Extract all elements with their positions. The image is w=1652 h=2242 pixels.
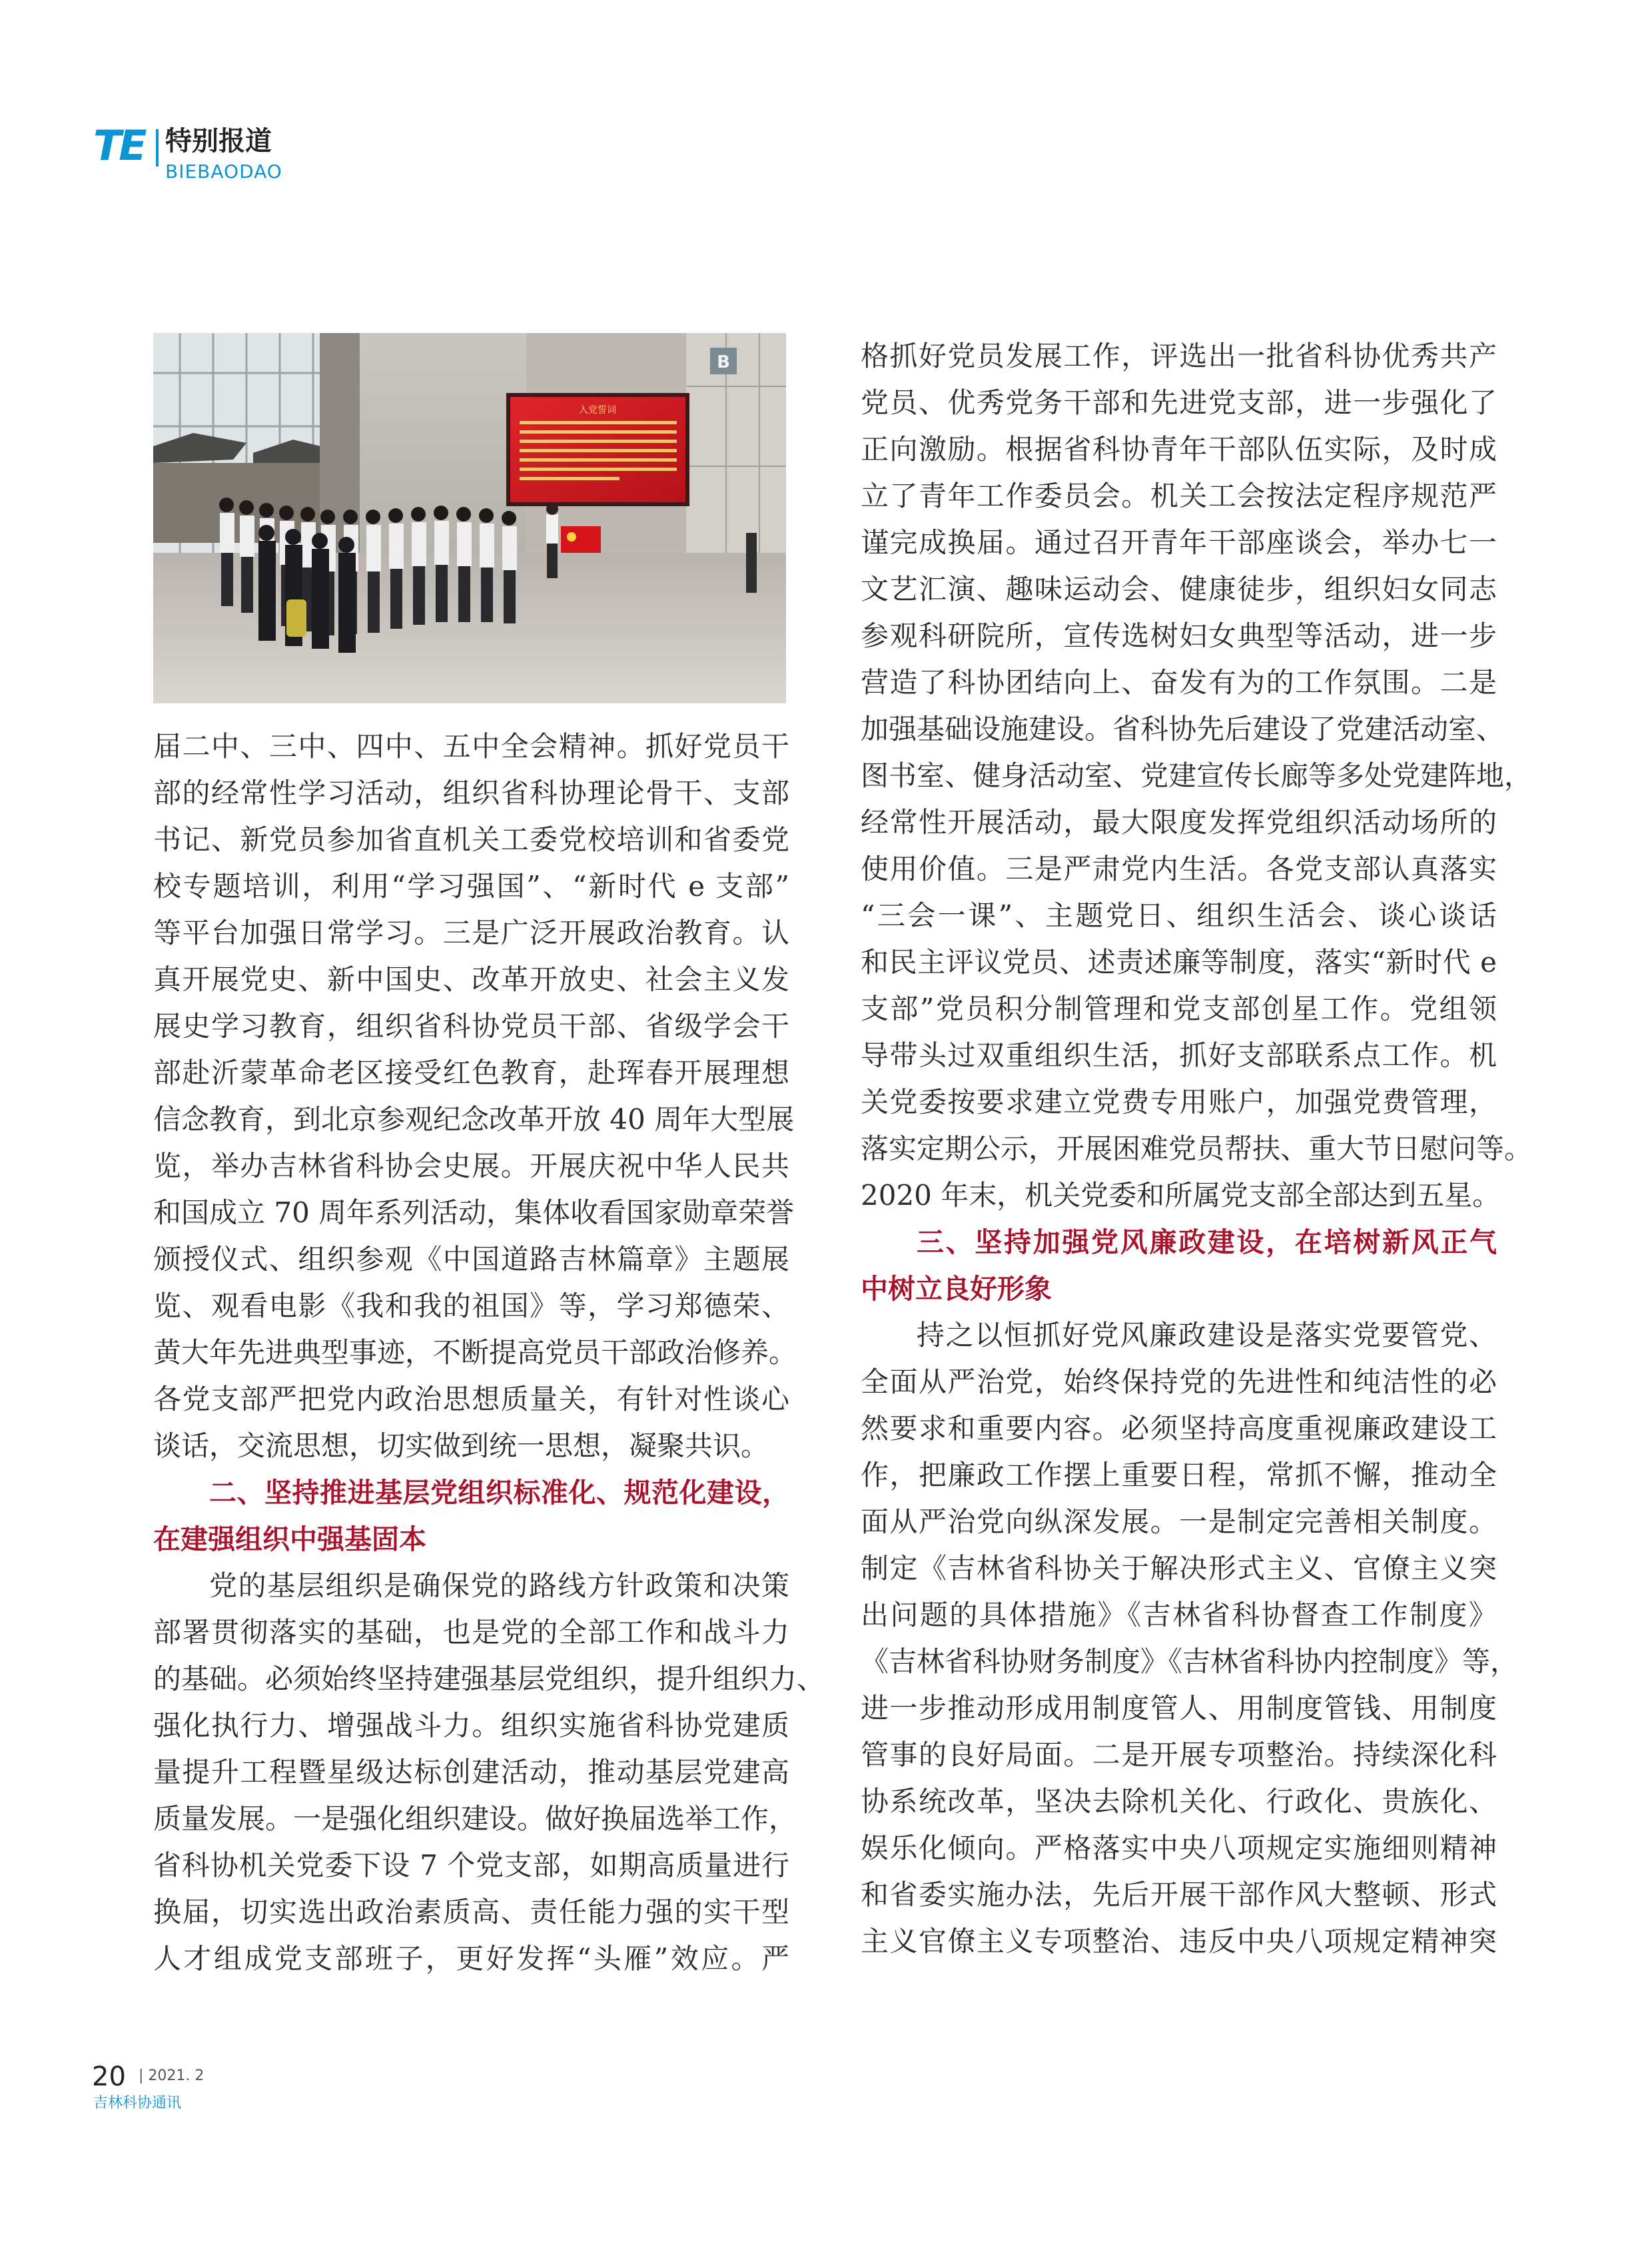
text-line: 等平台加强日常学习。三是广泛开展政治教育。认 bbox=[153, 917, 789, 949]
text-line: 量提升工程暨星级达标创建活动，推动基层党建高 bbox=[153, 1756, 789, 1788]
oath-ceremony-photo bbox=[153, 333, 786, 703]
text-line: 图书室、健身活动室、党建宣传长廊等多处党建阵地， bbox=[861, 759, 1533, 792]
text-line: 营造了科协团结向上、奋发有为的工作氛围。二是 bbox=[861, 666, 1497, 699]
header-divider bbox=[156, 129, 159, 167]
text-line: 《吉林省科协财务制度》《吉林省科协内控制度》等， bbox=[861, 1645, 1519, 1678]
text-line: 协系统改革，坚决去除机关化、行政化、贵族化、 bbox=[861, 1785, 1497, 1818]
text-line: 党的基层组织是确保党的路线方针政策和决策 bbox=[209, 1569, 789, 1602]
publication-name: 吉林科协通讯 bbox=[93, 2095, 182, 2111]
text-line: 部署贯彻落实的基础，也是党的全部工作和战斗力 bbox=[153, 1616, 789, 1649]
text-line: 2020 年末，机关党委和所属党支部全部达到五星。 bbox=[861, 1179, 1501, 1212]
text-line: 面从严治党向纵深发展。一是制定完善相关制度。 bbox=[861, 1505, 1497, 1538]
section-heading: 二、坚持推进基层党组织标准化、规范化建设， bbox=[209, 1477, 789, 1509]
section-heading: 三、坚持加强党风廉政建设，在培树新风正气 bbox=[917, 1226, 1497, 1258]
text-line: 部的经常性学习活动，组织省科协理论骨干、支部 bbox=[153, 777, 789, 809]
text-line: 各党支部严把党内政治思想质量关，有针对性谈心 bbox=[153, 1383, 789, 1415]
section-title: 特别报道 bbox=[165, 126, 272, 157]
text-line: 的基础。必须始终坚持建强基层党组织，提升组织力、 bbox=[153, 1663, 825, 1695]
section-subtitle: BIEBAODAO bbox=[165, 161, 282, 183]
text-line: 正向激励。根据省科协青年干部队伍实际，及时成 bbox=[861, 433, 1497, 466]
text-line: 览，举办吉林省科协会史展。开展庆祝中华人民共 bbox=[153, 1150, 789, 1182]
text-line: 制定《吉林省科协关于解决形式主义、官僚主义突 bbox=[861, 1552, 1497, 1585]
oath-screen-title: 入党誓词 bbox=[579, 405, 616, 416]
text-line: 览、观看电影《我和我的祖国》等，学习郑德荣、 bbox=[153, 1290, 789, 1322]
text-line: 黄大年先进典型事迹，不断提高党员干部政治修养。 bbox=[153, 1336, 797, 1369]
text-line: 主义官僚主义专项整治、违反中央八项规定精神突 bbox=[861, 1925, 1497, 1958]
section-heading: 中树立良好形象 bbox=[861, 1273, 1052, 1305]
text-line: 党员、优秀党务干部和先进党支部，进一步强化了 bbox=[861, 386, 1497, 419]
text-line: 娱乐化倾向。严格落实中央八项规定实施细则精神 bbox=[861, 1832, 1497, 1864]
text-line: 持之以恒抓好党风廉政建设是落实党要管党、 bbox=[917, 1319, 1497, 1351]
text-line: 格抓好党员发展工作，评选出一批省科协优秀共产 bbox=[861, 340, 1497, 372]
text-line: 谈话，交流思想，切实做到统一思想，凝聚共识。 bbox=[153, 1429, 769, 1462]
text-line: 使用价值。三是严肃党内生活。各党支部认真落实 bbox=[861, 853, 1497, 885]
text-line: 落实定期公示，开展困难党员帮扶、重大节日慰问等。 bbox=[861, 1132, 1533, 1165]
text-line: 和民主评议党员、述责述廉等制度，落实“新时代 e bbox=[861, 946, 1497, 978]
text-line: 全面从严治党，始终保持党的先进性和纯洁性的必 bbox=[861, 1365, 1497, 1398]
text-line: 进一步推动形成用制度管人、用制度管钱、用制度 bbox=[861, 1692, 1497, 1724]
section-heading: 在建强组织中强基固本 bbox=[153, 1523, 426, 1555]
text-line: 导带头过双重组织生活，抓好支部联系点工作。机 bbox=[861, 1039, 1497, 1072]
text-line: 经常性开展活动，最大限度发挥党组织活动场所的 bbox=[861, 806, 1497, 839]
text-line: 强化执行力、增强战斗力。组织实施省科协党建质 bbox=[153, 1709, 789, 1742]
svg-text:B: B bbox=[717, 352, 730, 372]
text-line: 校专题培训，利用“学习强国”、“新时代 e 支部” bbox=[153, 870, 789, 903]
text-line: 真开展党史、新中国史、改革开放史、社会主义发 bbox=[153, 963, 789, 996]
text-line: 省科协机关党委下设 7 个党支部，如期高质量进行 bbox=[153, 1849, 789, 1882]
text-line: 书记、新党员参加省直机关工委党校培训和省委党 bbox=[153, 823, 789, 856]
text-line: 然要求和重要内容。必须坚持高度重视廉政建设工 bbox=[861, 1412, 1497, 1445]
text-line: 出问题的具体措施》《吉林省科协督查工作制度》 bbox=[861, 1599, 1497, 1631]
text-line: 立了青年工作委员会。机关工会按法定程序规范严 bbox=[861, 480, 1497, 512]
text-line: 支部”党员积分制管理和党支部创星工作。党组领 bbox=[861, 992, 1497, 1025]
te-logo: TE bbox=[93, 121, 145, 170]
text-line: 参观科研院所，宣传选树妇女典型等活动，进一步 bbox=[861, 619, 1497, 652]
text-line: 和国成立 70 周年系列活动，集体收看国家勋章荣誉 bbox=[153, 1196, 795, 1229]
text-line: 加强基础设施建设。省科协先后建设了党建活动室、 bbox=[861, 713, 1505, 745]
issue-label: | 2021. 2 bbox=[139, 2067, 205, 2084]
text-line: 质量发展。一是强化组织建设。做好换届选举工作， bbox=[153, 1802, 797, 1835]
text-line: 和省委实施办法，先后开展干部作风大整顿、形式 bbox=[861, 1878, 1497, 1911]
text-line: 作，把廉政工作摆上重要日程，常抓不懈，推动全 bbox=[861, 1459, 1497, 1491]
text-line: 颁授仪式、组织参观《中国道路吉林篇章》主题展 bbox=[153, 1243, 789, 1276]
text-line: 关党委按要求建立党费专用账户，加强党费管理， bbox=[861, 1086, 1497, 1118]
text-line: 谨完成换届。通过召开青年干部座谈会，举办七一 bbox=[861, 526, 1497, 559]
text-line: “三会一课”、主题党日、组织生活会、谈心谈话 bbox=[861, 899, 1497, 932]
text-line: 换届，切实选出政治素质高、责任能力强的实干型 bbox=[153, 1896, 789, 1928]
text-line: 届二中、三中、四中、五中全会精神。抓好党员干 bbox=[153, 730, 789, 763]
page-number: 20 bbox=[92, 2061, 126, 2092]
text-line: 部赴沂蒙革命老区接受红色教育，赴珲春开展理想 bbox=[153, 1056, 789, 1089]
text-line: 管事的良好局面。二是开展专项整治。持续深化科 bbox=[861, 1738, 1497, 1771]
text-line: 展史学习教育，组织省科协党员干部、省级学会干 bbox=[153, 1010, 789, 1042]
text-line: 信念教育，到北京参观纪念改革开放 40 周年大型展 bbox=[153, 1103, 795, 1136]
text-line: 人才组成党支部班子，更好发挥“头雁”效应。严 bbox=[153, 1942, 789, 1975]
text-line: 文艺汇演、趣味运动会、健康徒步，组织妇女同志 bbox=[861, 573, 1497, 605]
